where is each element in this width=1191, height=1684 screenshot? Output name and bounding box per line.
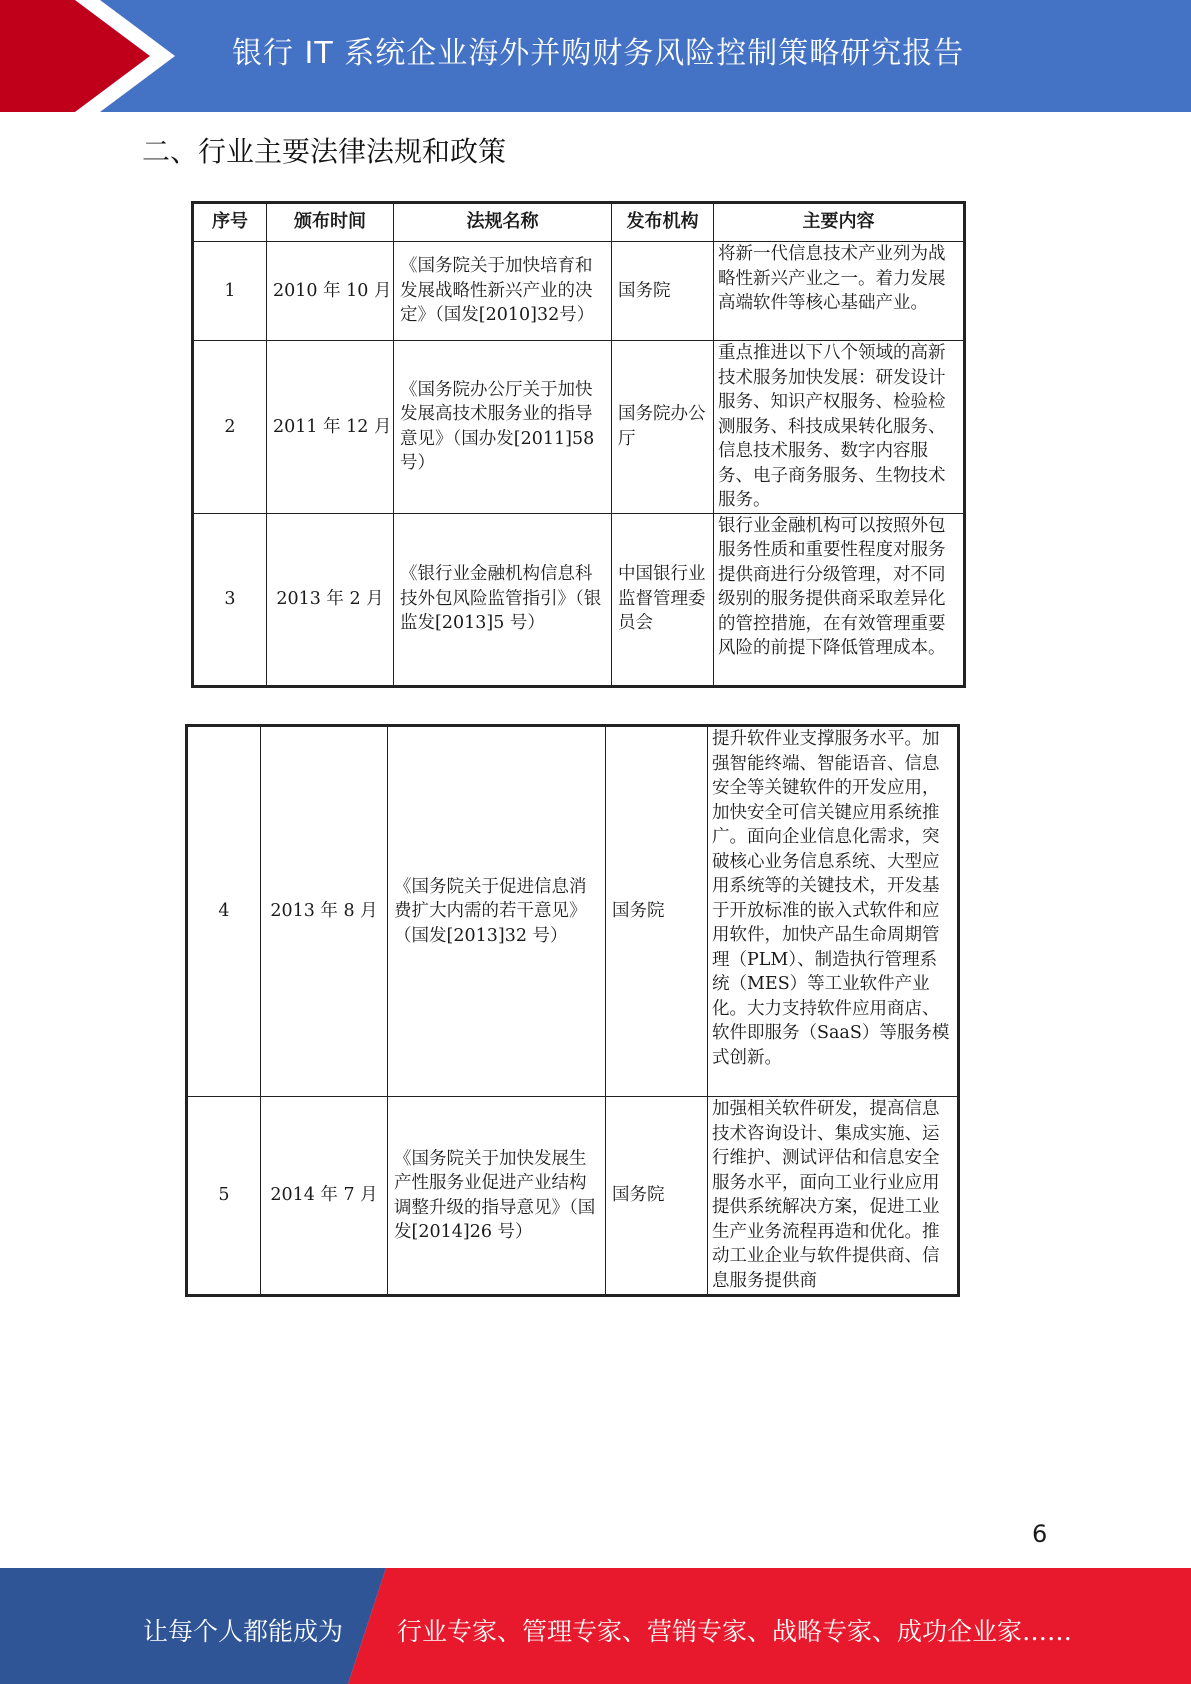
table-row	[188, 1097, 958, 1295]
footer-slogan-left: 让每个人都能成为	[143, 1617, 344, 1646]
row-number: 1	[194, 242, 267, 341]
header-banner	[0, 0, 1191, 112]
row-regulation-name: 《国务院关于加快发展生产性服务业促进产业结构调整升级的指导意见》（国发[2014]26 号）	[388, 1097, 606, 1295]
row-main-content: 银行业金融机构可以按照外包服务性质和重要性程度对服务提供商进行分级管理，对不同级别的服务提供商采取差异化的管控措施，在有效管理重要风险的前提下降低管理成本。	[714, 513, 964, 685]
row-number: 4	[188, 727, 261, 1097]
row-date: 2014 年 7 月	[261, 1097, 388, 1295]
row-issuing-org: 国务院	[612, 242, 714, 341]
footer-slogan-right: 行业专家、管理专家、营销专家、战略专家、成功企业家……	[397, 1617, 1073, 1646]
table-row	[194, 341, 964, 514]
table-row	[194, 242, 964, 341]
row-regulation-name: 《国务院关于促进信息消费扩大内需的若干意见》（国发[2013]32 号）	[388, 727, 606, 1097]
row-main-content: 提升软件业支撑服务水平。加强智能终端、智能语音、信息安全等关键软件的开发应用，加快安全可信关键应用系统推广。面向企业信息化需求，突破核心业务信息系统、大型应用系统等的关键技术，开发基于开放标准的嵌入式软件和应用软件，加快产品生命周期管理（PLM）、制造执行管理系统（MES）等工业软件产业化。大力支持软件应用商店、软件即服务（SaaS）等服务模式创新。	[708, 727, 958, 1097]
policy-table-part-2	[187, 726, 958, 1295]
table-header-row	[194, 204, 964, 242]
row-date: 2011 年 12 月	[267, 341, 394, 514]
row-regulation-name: 《银行业金融机构信息科技外包风险监管指引》（银监发[2013]5 号）	[394, 513, 612, 685]
column-header-name: 法规名称	[394, 204, 612, 242]
column-header-org: 发布机构	[612, 204, 714, 242]
row-regulation-name: 《国务院办公厅关于加快发展高技术服务业的指导意见》（国办发[2011]58 号）	[394, 341, 612, 514]
policy-table-part-1	[193, 203, 964, 686]
row-main-content: 加强相关软件研发，提高信息技术咨询设计、集成实施、运行维护、测试评估和信息安全服务水平，面向工业行业应用提供系统解决方案，促进工业生产业务流程再造和优化。推动工业企业与软件提供商、信息服务提供商	[708, 1097, 958, 1295]
row-number: 5	[188, 1097, 261, 1295]
row-date: 2013 年 8 月	[261, 727, 388, 1097]
report-title: 银行 IT 系统企业海外并购财务风险控制策略研究报告	[232, 36, 965, 71]
section-heading: 二、行业主要法律法规和政策	[142, 135, 507, 168]
page-number: 6	[1032, 1520, 1048, 1548]
row-number: 3	[194, 513, 267, 685]
column-header-content: 主要内容	[714, 204, 964, 242]
row-date: 2013 年 2 月	[267, 513, 394, 685]
row-issuing-org: 国务院	[606, 727, 708, 1097]
row-date: 2010 年 10 月	[267, 242, 394, 341]
footer-banner	[0, 1568, 1191, 1684]
row-main-content: 重点推进以下八个领域的高新技术服务加快发展：研发设计服务、知识产权服务、检验检测服务、科技成果转化服务、信息技术服务、数字内容服务、电子商务服务、生物技术服务。	[714, 341, 964, 514]
column-header-date: 颁布时间	[267, 204, 394, 242]
row-main-content: 将新一代信息技术产业列为战略性新兴产业之一。着力发展高端软件等核心基础产业。	[714, 242, 964, 341]
table-row	[188, 727, 958, 1097]
table-row	[194, 513, 964, 685]
row-number: 2	[194, 341, 267, 514]
row-issuing-org: 国务院	[606, 1097, 708, 1295]
row-regulation-name: 《国务院关于加快培育和发展战略性新兴产业的决定》（国发[2010]32号）	[394, 242, 612, 341]
row-issuing-org: 国务院办公厅	[612, 341, 714, 514]
row-issuing-org: 中国银行业监督管理委员会	[612, 513, 714, 685]
column-header-number: 序号	[194, 204, 267, 242]
